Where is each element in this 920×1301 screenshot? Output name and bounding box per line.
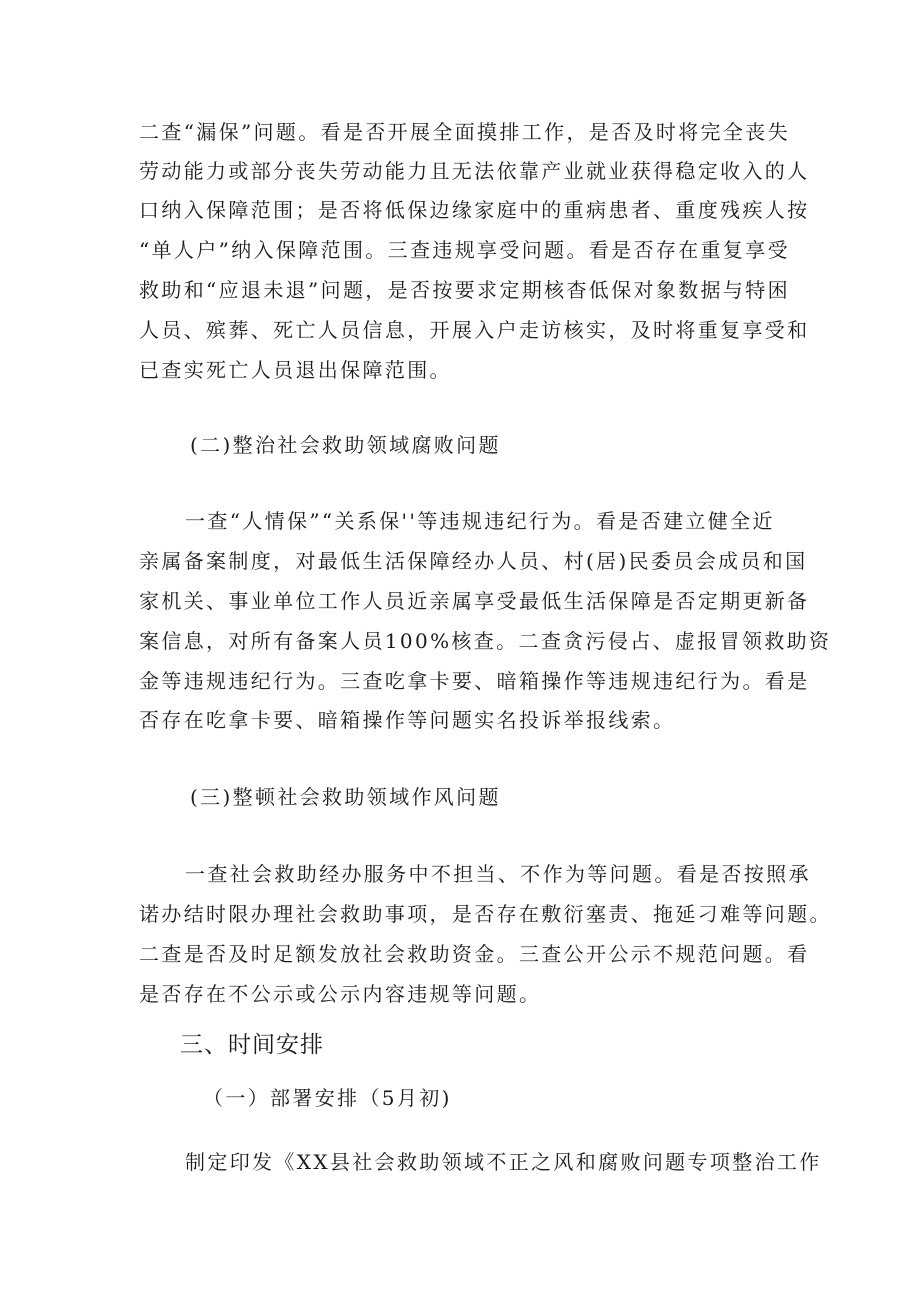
paragraph-line: “单人户”纳入保障范围。三查违规享受问题。看是否存在重复享受 (139, 238, 790, 262)
paragraph-line: 否存在吃拿卡要、暗箱操作等问题实名投诉举报线索。 (139, 708, 676, 732)
paragraph-line: 人员、殡葬、死亡人员信息，开展入户走访核实，及时将重复享受和 (139, 318, 810, 342)
paragraph-line: 金等违规违纪行为。三查吃拿卡要、暗箱操作等违规违纪行为。看是 (139, 669, 810, 693)
paragraph-line: 二查“漏保”问题。看是否开展全面摸排工作，是否及时将完全丧失 (139, 120, 790, 144)
section-subheading: （一）部署安排（5月初) (203, 1086, 452, 1110)
paragraph-line: 家机关、事业单位工作人员近亲属享受最低生活保障是否定期更新备 (139, 589, 810, 613)
paragraph-line: 口纳入保障范围；是否将低保边缘家庭中的重病患者、重度残疾人按 (139, 198, 810, 222)
paragraph-line: 诺办结时限办理社会救助事项，是否存在敷衍塞责、拖延刁难等问题。 (139, 902, 832, 926)
paragraph-line: 救助和“应退未退”问题，是否按要求定期核杳低保对象数据与特困 (139, 278, 790, 302)
paragraph-line: 一查“人情保”“关系保''等违规违纪行为。看是否建立健全近 (185, 509, 775, 533)
paragraph-line: 二查是否及时足额发放社会救助资金。三查公开公示不规范问题。看 (139, 942, 810, 966)
paragraph-line: 一查社会救助经办服务中不担当、不作为等问题。看是否按照承 (185, 862, 811, 886)
section-subheading: (二)整治社会救助领域腐败问题 (190, 433, 501, 457)
paragraph-line: 已查实死亡人员退出保障范围。 (139, 358, 452, 382)
paragraph-line: 亲属备案制度，对最低生活保障经办人员、村(居)民委员会成员和国 (139, 549, 808, 573)
paragraph-line: 是否存在不公示或公示内容违规等问题。 (139, 982, 542, 1006)
paragraph-line: 案信息，对所有备案人员100%核查。二查贪污侵占、虚报冒领救助资 (139, 629, 832, 653)
paragraph-line: 制定印发《XX县社会救助领域不正之风和腐败问题专项整治工作 (185, 1150, 822, 1174)
section-heading: 三、时间安排 (180, 1032, 324, 1058)
paragraph-line: 劳动能力或部分丧失劳动能力且无法依靠产业就业获得稳定收入的人 (139, 159, 810, 183)
section-subheading: (三)整顿社会救助领域作风问题 (190, 785, 501, 809)
